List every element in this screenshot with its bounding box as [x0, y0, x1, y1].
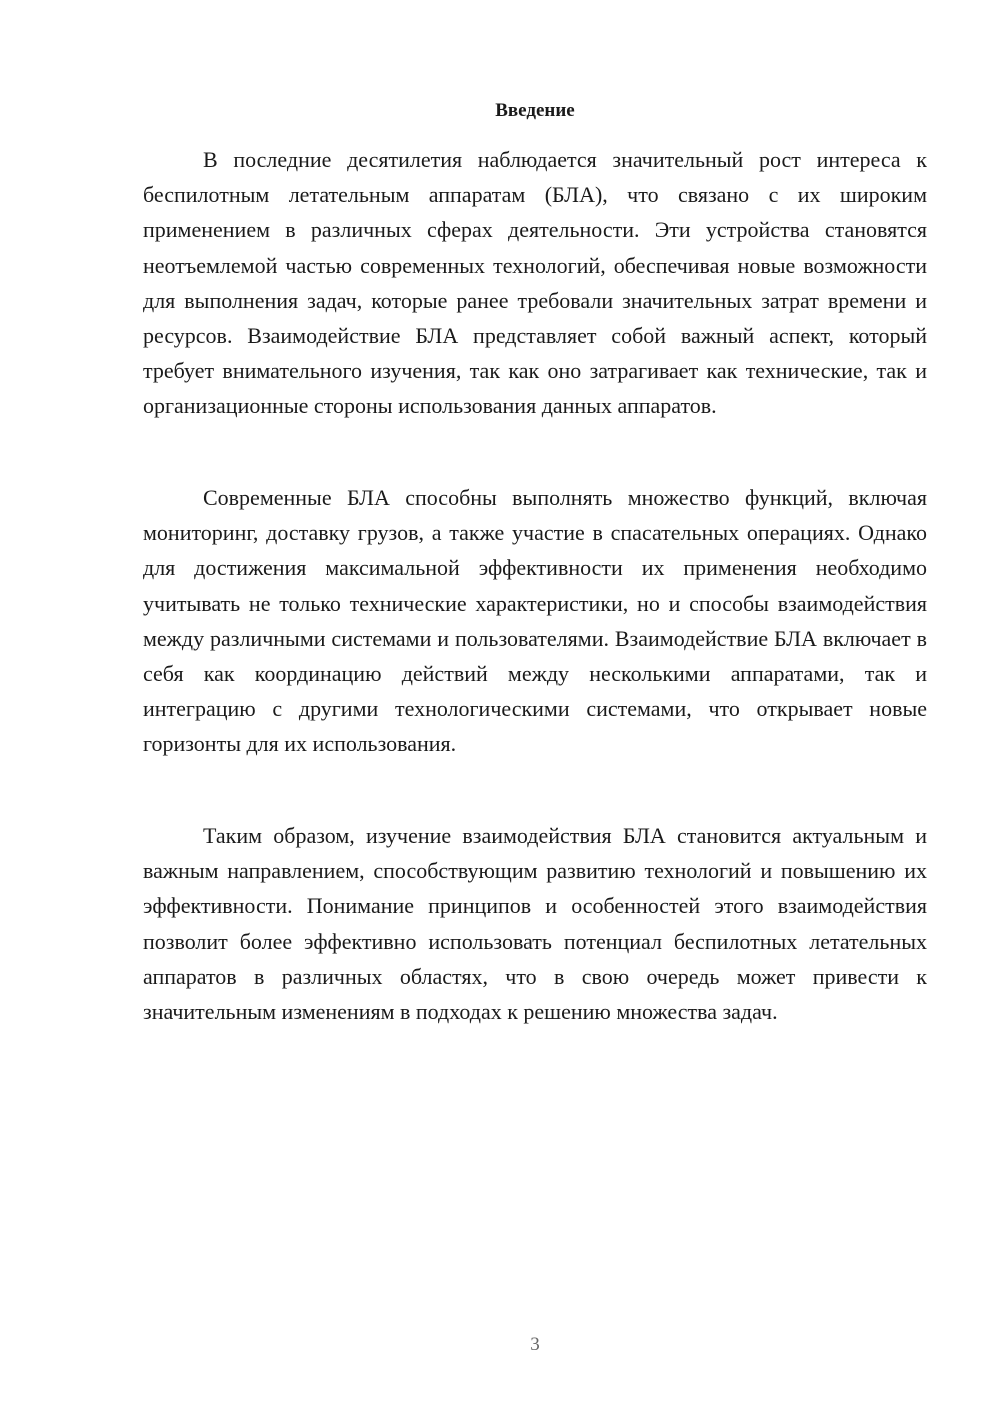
page-number: 3	[530, 1334, 540, 1355]
paragraph-1: В последние десятилетия наблюдается значительный рост интереса к беспилотным летательным аппаратам (БЛА), что связано с их широким применением в различных сферах деятельности. Эти устройства становятся неотъемлемой частью современных технологий, обеспечивая новые возможности для выполнения задач, которые ранее требовали значительных затрат времени и ресурсов. Взаимодействие БЛА представляет собой важный аспект, который требует внимательного изучения, так как оно затрагивает как технические, так и организационные стороны использования данных аппаратов.	[143, 147, 927, 419]
paragraph-3: Таким образом, изучение взаимодействия БЛА становится актуальным и важным направлением, способствующим развитию технологий и повышению их эффективности. Понимание принципов и особенностей этого взаимодействия позволит более эффективно использовать потенциал беспилотных летательных аппаратов в различных областях, что в свою очередь может привести к значительным изменениям в подходах к решению множества задач.	[143, 823, 927, 1025]
paragraph-2: Современные БЛА способны выполнять множество функций, включая мониторинг, доставку грузов, а также участие в спасательных операциях. Однако для достижения максимальной эффективности их применения необходимо учитывать не только технические характеристики, но и способы взаимодействия между различными системами и пользователями. Взаимодействие БЛА включает в себя как координацию действий между несколькими аппаратами, так и интеграцию с другими технологическими системами, что открывает новые горизонты для их использования.	[143, 485, 927, 757]
section-heading: Введение	[495, 100, 575, 121]
